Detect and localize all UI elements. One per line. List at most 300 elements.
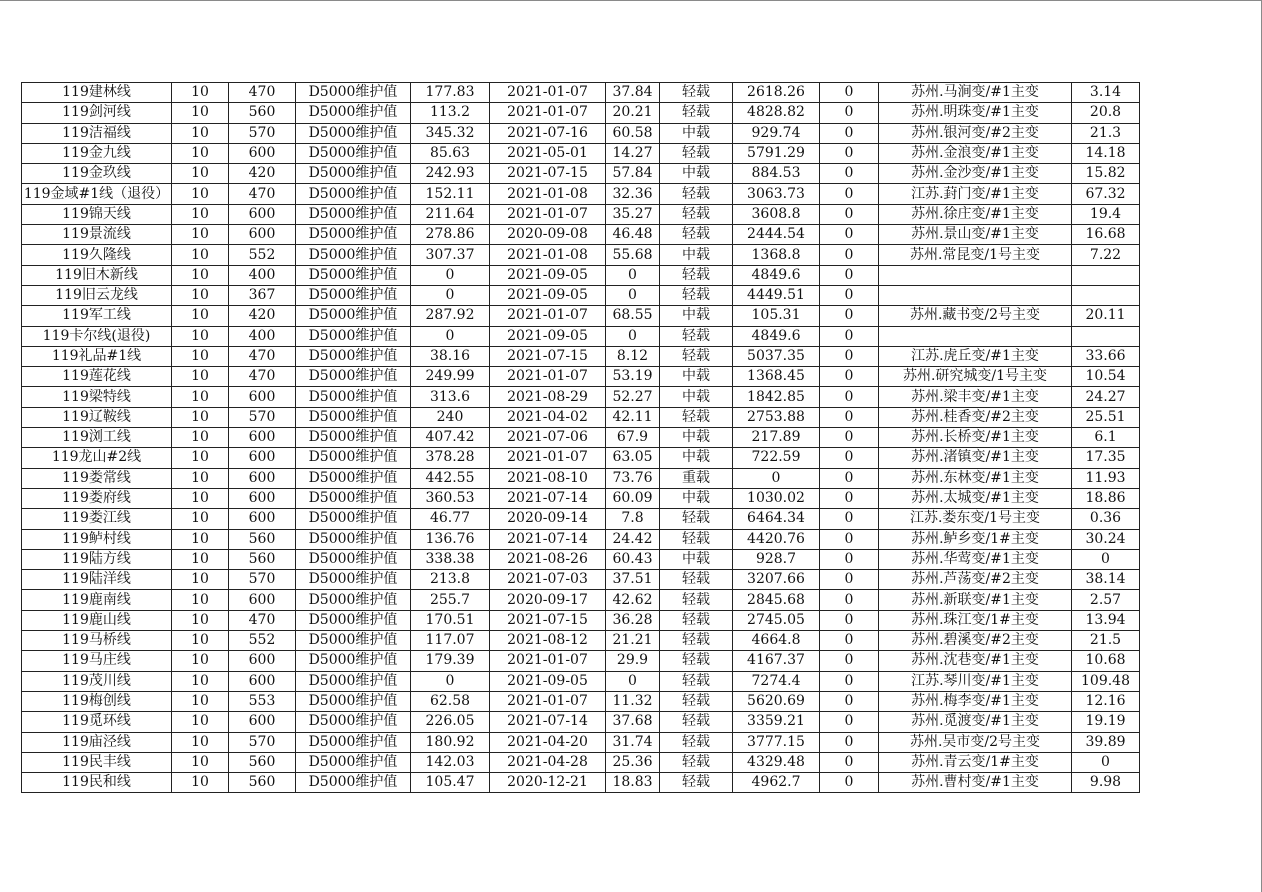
load-rate-cell[interactable]: 67.9 xyxy=(606,428,660,448)
voltage-cell[interactable]: 10 xyxy=(172,326,229,346)
rated-current-cell[interactable]: 570 xyxy=(229,407,296,427)
date-cell[interactable]: 2021-01-08 xyxy=(490,184,606,204)
line-name-cell[interactable]: 119鹿山线 xyxy=(22,610,172,630)
load-rate-cell[interactable]: 35.27 xyxy=(606,204,660,224)
margin-cell[interactable]: 217.89 xyxy=(733,428,820,448)
line-name-cell[interactable]: 119娄府线 xyxy=(22,488,172,508)
transformer-cell[interactable]: 江苏.虎丘变/#1主变 xyxy=(879,346,1072,366)
transformer-cell[interactable]: 苏州.马涧变/#1主变 xyxy=(879,83,1072,103)
voltage-cell[interactable]: 10 xyxy=(172,651,229,671)
load-level-cell[interactable]: 中载 xyxy=(660,164,733,184)
load-rate-cell[interactable]: 11.32 xyxy=(606,691,660,711)
voltage-cell[interactable]: 10 xyxy=(172,468,229,488)
voltage-cell[interactable]: 10 xyxy=(172,773,229,793)
current-value-cell[interactable]: 0 xyxy=(411,326,490,346)
transformer-cell[interactable]: 江苏.琴川变/#1主变 xyxy=(879,671,1072,691)
current-value-cell[interactable]: 180.92 xyxy=(411,732,490,752)
margin-cell[interactable]: 2444.54 xyxy=(733,225,820,245)
zero-cell[interactable]: 0 xyxy=(820,306,879,326)
source-cell[interactable]: D5000维护值 xyxy=(296,367,411,387)
rated-current-cell[interactable]: 600 xyxy=(229,387,296,407)
current-value-cell[interactable]: 211.64 xyxy=(411,204,490,224)
transformer-load-cell[interactable]: 20.11 xyxy=(1072,306,1140,326)
source-cell[interactable]: D5000维护值 xyxy=(296,184,411,204)
transformer-cell[interactable]: 江苏.娄东变/1号主变 xyxy=(879,509,1072,529)
source-cell[interactable]: D5000维护值 xyxy=(296,164,411,184)
voltage-cell[interactable]: 10 xyxy=(172,245,229,265)
current-value-cell[interactable]: 62.58 xyxy=(411,691,490,711)
transformer-load-cell[interactable]: 17.35 xyxy=(1072,448,1140,468)
load-rate-cell[interactable]: 24.42 xyxy=(606,529,660,549)
margin-cell[interactable]: 2618.26 xyxy=(733,83,820,103)
line-name-cell[interactable]: 119娄江线 xyxy=(22,509,172,529)
zero-cell[interactable]: 0 xyxy=(820,83,879,103)
current-value-cell[interactable]: 0 xyxy=(411,671,490,691)
transformer-load-cell[interactable]: 39.89 xyxy=(1072,732,1140,752)
date-cell[interactable]: 2021-09-05 xyxy=(490,326,606,346)
transformer-cell[interactable]: 苏州.研究城变/1号主变 xyxy=(879,367,1072,387)
source-cell[interactable]: D5000维护值 xyxy=(296,651,411,671)
zero-cell[interactable]: 0 xyxy=(820,712,879,732)
zero-cell[interactable]: 0 xyxy=(820,387,879,407)
load-level-cell[interactable]: 中载 xyxy=(660,448,733,468)
date-cell[interactable]: 2020-12-21 xyxy=(490,773,606,793)
voltage-cell[interactable]: 10 xyxy=(172,671,229,691)
transformer-load-cell[interactable] xyxy=(1072,326,1140,346)
source-cell[interactable]: D5000维护值 xyxy=(296,346,411,366)
date-cell[interactable]: 2021-01-07 xyxy=(490,306,606,326)
source-cell[interactable]: D5000维护值 xyxy=(296,773,411,793)
source-cell[interactable]: D5000维护值 xyxy=(296,448,411,468)
load-rate-cell[interactable]: 60.58 xyxy=(606,123,660,143)
transformer-load-cell[interactable]: 67.32 xyxy=(1072,184,1140,204)
margin-cell[interactable]: 4449.51 xyxy=(733,285,820,305)
voltage-cell[interactable]: 10 xyxy=(172,225,229,245)
margin-cell[interactable]: 1842.85 xyxy=(733,387,820,407)
transformer-load-cell[interactable]: 20.8 xyxy=(1072,103,1140,123)
margin-cell[interactable]: 3207.66 xyxy=(733,570,820,590)
rated-current-cell[interactable]: 470 xyxy=(229,367,296,387)
load-level-cell[interactable]: 轻载 xyxy=(660,265,733,285)
current-value-cell[interactable]: 345.32 xyxy=(411,123,490,143)
source-cell[interactable]: D5000维护值 xyxy=(296,245,411,265)
margin-cell[interactable]: 1368.45 xyxy=(733,367,820,387)
margin-cell[interactable]: 3777.15 xyxy=(733,732,820,752)
load-level-cell[interactable]: 轻载 xyxy=(660,773,733,793)
transformer-load-cell[interactable]: 7.22 xyxy=(1072,245,1140,265)
source-cell[interactable]: D5000维护值 xyxy=(296,83,411,103)
load-level-cell[interactable]: 轻载 xyxy=(660,103,733,123)
current-value-cell[interactable]: 142.03 xyxy=(411,752,490,772)
rated-current-cell[interactable]: 367 xyxy=(229,285,296,305)
current-value-cell[interactable]: 170.51 xyxy=(411,610,490,630)
transformer-cell[interactable] xyxy=(879,285,1072,305)
zero-cell[interactable]: 0 xyxy=(820,732,879,752)
transformer-load-cell[interactable]: 0 xyxy=(1072,752,1140,772)
source-cell[interactable]: D5000维护值 xyxy=(296,306,411,326)
load-level-cell[interactable]: 中载 xyxy=(660,387,733,407)
zero-cell[interactable]: 0 xyxy=(820,448,879,468)
margin-cell[interactable]: 0 xyxy=(733,468,820,488)
transformer-load-cell[interactable]: 6.1 xyxy=(1072,428,1140,448)
date-cell[interactable]: 2020-09-17 xyxy=(490,590,606,610)
current-value-cell[interactable]: 226.05 xyxy=(411,712,490,732)
date-cell[interactable]: 2021-09-05 xyxy=(490,265,606,285)
source-cell[interactable]: D5000维护值 xyxy=(296,570,411,590)
load-level-cell[interactable]: 轻载 xyxy=(660,752,733,772)
margin-cell[interactable]: 4664.8 xyxy=(733,631,820,651)
load-level-cell[interactable]: 轻载 xyxy=(660,225,733,245)
current-value-cell[interactable]: 177.83 xyxy=(411,83,490,103)
load-rate-cell[interactable]: 68.55 xyxy=(606,306,660,326)
voltage-cell[interactable]: 10 xyxy=(172,428,229,448)
load-level-cell[interactable]: 轻载 xyxy=(660,691,733,711)
voltage-cell[interactable]: 10 xyxy=(172,387,229,407)
line-name-cell[interactable]: 119卡尔线(退役) xyxy=(22,326,172,346)
line-name-cell[interactable]: 119久隆线 xyxy=(22,245,172,265)
voltage-cell[interactable]: 10 xyxy=(172,407,229,427)
rated-current-cell[interactable]: 600 xyxy=(229,468,296,488)
date-cell[interactable]: 2021-07-14 xyxy=(490,712,606,732)
transformer-cell[interactable] xyxy=(879,326,1072,346)
transformer-cell[interactable]: 苏州.鲈乡变/1#主变 xyxy=(879,529,1072,549)
voltage-cell[interactable]: 10 xyxy=(172,549,229,569)
date-cell[interactable]: 2021-07-15 xyxy=(490,346,606,366)
zero-cell[interactable]: 0 xyxy=(820,590,879,610)
load-rate-cell[interactable]: 31.74 xyxy=(606,732,660,752)
load-level-cell[interactable]: 中载 xyxy=(660,306,733,326)
zero-cell[interactable]: 0 xyxy=(820,468,879,488)
line-name-cell[interactable]: 119梅创线 xyxy=(22,691,172,711)
date-cell[interactable]: 2021-07-15 xyxy=(490,610,606,630)
transformer-load-cell[interactable]: 18.86 xyxy=(1072,488,1140,508)
current-value-cell[interactable]: 213.8 xyxy=(411,570,490,590)
source-cell[interactable]: D5000维护值 xyxy=(296,123,411,143)
line-name-cell[interactable]: 119陆方线 xyxy=(22,549,172,569)
load-level-cell[interactable]: 中载 xyxy=(660,488,733,508)
margin-cell[interactable]: 2745.05 xyxy=(733,610,820,630)
rated-current-cell[interactable]: 570 xyxy=(229,123,296,143)
voltage-cell[interactable]: 10 xyxy=(172,509,229,529)
margin-cell[interactable]: 4849.6 xyxy=(733,326,820,346)
date-cell[interactable]: 2021-07-14 xyxy=(490,488,606,508)
voltage-cell[interactable]: 10 xyxy=(172,204,229,224)
load-level-cell[interactable]: 轻载 xyxy=(660,184,733,204)
line-name-cell[interactable]: 119旧木新线 xyxy=(22,265,172,285)
load-level-cell[interactable]: 中载 xyxy=(660,428,733,448)
margin-cell[interactable]: 4849.6 xyxy=(733,265,820,285)
transformer-load-cell[interactable]: 24.27 xyxy=(1072,387,1140,407)
voltage-cell[interactable]: 10 xyxy=(172,184,229,204)
load-rate-cell[interactable]: 73.76 xyxy=(606,468,660,488)
current-value-cell[interactable]: 313.6 xyxy=(411,387,490,407)
load-level-cell[interactable]: 轻载 xyxy=(660,204,733,224)
transformer-cell[interactable]: 苏州.常昆变/1号主变 xyxy=(879,245,1072,265)
zero-cell[interactable]: 0 xyxy=(820,509,879,529)
load-rate-cell[interactable]: 14.27 xyxy=(606,143,660,163)
load-level-cell[interactable]: 重载 xyxy=(660,468,733,488)
date-cell[interactable]: 2021-01-08 xyxy=(490,245,606,265)
line-name-cell[interactable]: 119军工线 xyxy=(22,306,172,326)
transformer-cell[interactable]: 苏州.金沙变/#1主变 xyxy=(879,164,1072,184)
load-level-cell[interactable]: 中载 xyxy=(660,245,733,265)
transformer-load-cell[interactable]: 13.94 xyxy=(1072,610,1140,630)
transformer-load-cell[interactable]: 3.14 xyxy=(1072,83,1140,103)
current-value-cell[interactable]: 255.7 xyxy=(411,590,490,610)
transformer-load-cell[interactable]: 12.16 xyxy=(1072,691,1140,711)
zero-cell[interactable]: 0 xyxy=(820,752,879,772)
load-rate-cell[interactable]: 29.9 xyxy=(606,651,660,671)
zero-cell[interactable]: 0 xyxy=(820,570,879,590)
transformer-load-cell[interactable]: 9.98 xyxy=(1072,773,1140,793)
transformer-cell[interactable]: 苏州.觅渡变/#1主变 xyxy=(879,712,1072,732)
current-value-cell[interactable]: 240 xyxy=(411,407,490,427)
transformer-cell[interactable]: 苏州.东林变/#1主变 xyxy=(879,468,1072,488)
date-cell[interactable]: 2021-07-15 xyxy=(490,164,606,184)
load-level-cell[interactable]: 轻载 xyxy=(660,83,733,103)
zero-cell[interactable]: 0 xyxy=(820,367,879,387)
date-cell[interactable]: 2021-09-05 xyxy=(490,671,606,691)
load-rate-cell[interactable]: 36.28 xyxy=(606,610,660,630)
zero-cell[interactable]: 0 xyxy=(820,164,879,184)
load-rate-cell[interactable]: 0 xyxy=(606,285,660,305)
load-rate-cell[interactable]: 20.21 xyxy=(606,103,660,123)
load-rate-cell[interactable]: 60.09 xyxy=(606,488,660,508)
transformer-load-cell[interactable]: 10.68 xyxy=(1072,651,1140,671)
zero-cell[interactable]: 0 xyxy=(820,245,879,265)
rated-current-cell[interactable]: 420 xyxy=(229,306,296,326)
rated-current-cell[interactable]: 600 xyxy=(229,143,296,163)
margin-cell[interactable]: 5620.69 xyxy=(733,691,820,711)
current-value-cell[interactable]: 360.53 xyxy=(411,488,490,508)
voltage-cell[interactable]: 10 xyxy=(172,164,229,184)
current-value-cell[interactable]: 105.47 xyxy=(411,773,490,793)
voltage-cell[interactable]: 10 xyxy=(172,488,229,508)
transformer-cell[interactable]: 苏州.太城变/#1主变 xyxy=(879,488,1072,508)
margin-cell[interactable]: 3608.8 xyxy=(733,204,820,224)
current-value-cell[interactable]: 0 xyxy=(411,265,490,285)
line-name-cell[interactable]: 119景流线 xyxy=(22,225,172,245)
line-name-cell[interactable]: 119梁特线 xyxy=(22,387,172,407)
load-level-cell[interactable]: 轻载 xyxy=(660,610,733,630)
voltage-cell[interactable]: 10 xyxy=(172,570,229,590)
voltage-cell[interactable]: 10 xyxy=(172,752,229,772)
current-value-cell[interactable]: 113.2 xyxy=(411,103,490,123)
load-level-cell[interactable]: 轻载 xyxy=(660,590,733,610)
date-cell[interactable]: 2021-07-03 xyxy=(490,570,606,590)
voltage-cell[interactable]: 10 xyxy=(172,529,229,549)
transformer-cell[interactable]: 苏州.桂香变/#2主变 xyxy=(879,407,1072,427)
transformer-cell[interactable]: 苏州.徐庄变/#1主变 xyxy=(879,204,1072,224)
load-level-cell[interactable]: 轻载 xyxy=(660,529,733,549)
line-name-cell[interactable]: 119金域#1线（退役） xyxy=(22,184,172,204)
line-name-cell[interactable]: 119金九线 xyxy=(22,143,172,163)
zero-cell[interactable]: 0 xyxy=(820,691,879,711)
voltage-cell[interactable]: 10 xyxy=(172,265,229,285)
source-cell[interactable]: D5000维护值 xyxy=(296,225,411,245)
source-cell[interactable]: D5000维护值 xyxy=(296,265,411,285)
margin-cell[interactable]: 4420.76 xyxy=(733,529,820,549)
load-rate-cell[interactable]: 60.43 xyxy=(606,549,660,569)
rated-current-cell[interactable]: 470 xyxy=(229,184,296,204)
transformer-load-cell[interactable]: 2.57 xyxy=(1072,590,1140,610)
rated-current-cell[interactable]: 470 xyxy=(229,83,296,103)
voltage-cell[interactable]: 10 xyxy=(172,631,229,651)
margin-cell[interactable]: 3359.21 xyxy=(733,712,820,732)
date-cell[interactable]: 2021-01-07 xyxy=(490,448,606,468)
rated-current-cell[interactable]: 600 xyxy=(229,204,296,224)
zero-cell[interactable]: 0 xyxy=(820,184,879,204)
source-cell[interactable]: D5000维护值 xyxy=(296,590,411,610)
current-value-cell[interactable]: 249.99 xyxy=(411,367,490,387)
line-name-cell[interactable]: 119民丰线 xyxy=(22,752,172,772)
load-rate-cell[interactable]: 37.51 xyxy=(606,570,660,590)
date-cell[interactable]: 2021-04-28 xyxy=(490,752,606,772)
rated-current-cell[interactable]: 600 xyxy=(229,651,296,671)
source-cell[interactable]: D5000维护值 xyxy=(296,691,411,711)
date-cell[interactable]: 2021-08-29 xyxy=(490,387,606,407)
load-rate-cell[interactable]: 21.21 xyxy=(606,631,660,651)
line-name-cell[interactable]: 119马庄线 xyxy=(22,651,172,671)
current-value-cell[interactable]: 338.38 xyxy=(411,549,490,569)
load-rate-cell[interactable]: 55.68 xyxy=(606,245,660,265)
margin-cell[interactable]: 929.74 xyxy=(733,123,820,143)
margin-cell[interactable]: 6464.34 xyxy=(733,509,820,529)
rated-current-cell[interactable]: 470 xyxy=(229,610,296,630)
transformer-load-cell[interactable]: 10.54 xyxy=(1072,367,1140,387)
rated-current-cell[interactable]: 570 xyxy=(229,732,296,752)
zero-cell[interactable]: 0 xyxy=(820,346,879,366)
transformer-cell[interactable]: 苏州.华莺变/#1主变 xyxy=(879,549,1072,569)
zero-cell[interactable]: 0 xyxy=(820,549,879,569)
rated-current-cell[interactable]: 600 xyxy=(229,448,296,468)
load-rate-cell[interactable]: 8.12 xyxy=(606,346,660,366)
load-rate-cell[interactable]: 37.68 xyxy=(606,712,660,732)
rated-current-cell[interactable]: 400 xyxy=(229,326,296,346)
transformer-cell[interactable]: 苏州.沈巷变/#1主变 xyxy=(879,651,1072,671)
load-level-cell[interactable]: 中载 xyxy=(660,367,733,387)
rated-current-cell[interactable]: 553 xyxy=(229,691,296,711)
margin-cell[interactable]: 7274.4 xyxy=(733,671,820,691)
zero-cell[interactable]: 0 xyxy=(820,265,879,285)
transformer-cell[interactable]: 苏州.新联变/#1主变 xyxy=(879,590,1072,610)
source-cell[interactable]: D5000维护值 xyxy=(296,610,411,630)
line-name-cell[interactable]: 119庙泾线 xyxy=(22,732,172,752)
transformer-load-cell[interactable]: 25.51 xyxy=(1072,407,1140,427)
line-name-cell[interactable]: 119龙山#2线 xyxy=(22,448,172,468)
load-rate-cell[interactable]: 42.11 xyxy=(606,407,660,427)
date-cell[interactable]: 2020-09-08 xyxy=(490,225,606,245)
line-name-cell[interactable]: 119民和线 xyxy=(22,773,172,793)
line-name-cell[interactable]: 119陆洋线 xyxy=(22,570,172,590)
line-name-cell[interactable]: 119鹿南线 xyxy=(22,590,172,610)
current-value-cell[interactable]: 85.63 xyxy=(411,143,490,163)
date-cell[interactable]: 2021-05-01 xyxy=(490,143,606,163)
date-cell[interactable]: 2021-08-10 xyxy=(490,468,606,488)
date-cell[interactable]: 2021-01-07 xyxy=(490,204,606,224)
transformer-cell[interactable]: 苏州.梁丰变/#1主变 xyxy=(879,387,1072,407)
margin-cell[interactable]: 4962.7 xyxy=(733,773,820,793)
source-cell[interactable]: D5000维护值 xyxy=(296,407,411,427)
current-value-cell[interactable]: 378.28 xyxy=(411,448,490,468)
line-name-cell[interactable]: 119马桥线 xyxy=(22,631,172,651)
load-rate-cell[interactable]: 37.84 xyxy=(606,83,660,103)
rated-current-cell[interactable]: 560 xyxy=(229,752,296,772)
rated-current-cell[interactable]: 600 xyxy=(229,712,296,732)
transformer-cell[interactable]: 苏州.金浪变/#1主变 xyxy=(879,143,1072,163)
date-cell[interactable]: 2021-01-07 xyxy=(490,367,606,387)
date-cell[interactable]: 2021-08-26 xyxy=(490,549,606,569)
rated-current-cell[interactable]: 570 xyxy=(229,570,296,590)
transformer-cell[interactable]: 苏州.梅李变/#1主变 xyxy=(879,691,1072,711)
margin-cell[interactable]: 1368.8 xyxy=(733,245,820,265)
transformer-load-cell[interactable]: 16.68 xyxy=(1072,225,1140,245)
load-rate-cell[interactable]: 53.19 xyxy=(606,367,660,387)
date-cell[interactable]: 2021-07-06 xyxy=(490,428,606,448)
margin-cell[interactable]: 4167.37 xyxy=(733,651,820,671)
line-name-cell[interactable]: 119鲈村线 xyxy=(22,529,172,549)
voltage-cell[interactable]: 10 xyxy=(172,83,229,103)
line-name-cell[interactable]: 119锦天线 xyxy=(22,204,172,224)
line-name-cell[interactable]: 119旧云龙线 xyxy=(22,285,172,305)
source-cell[interactable]: D5000维护值 xyxy=(296,488,411,508)
source-cell[interactable]: D5000维护值 xyxy=(296,671,411,691)
zero-cell[interactable]: 0 xyxy=(820,529,879,549)
current-value-cell[interactable]: 136.76 xyxy=(411,529,490,549)
margin-cell[interactable]: 928.7 xyxy=(733,549,820,569)
margin-cell[interactable]: 4329.48 xyxy=(733,752,820,772)
load-level-cell[interactable]: 轻载 xyxy=(660,651,733,671)
source-cell[interactable]: D5000维护值 xyxy=(296,326,411,346)
current-value-cell[interactable]: 179.39 xyxy=(411,651,490,671)
rated-current-cell[interactable]: 560 xyxy=(229,103,296,123)
rated-current-cell[interactable]: 552 xyxy=(229,631,296,651)
current-value-cell[interactable]: 287.92 xyxy=(411,306,490,326)
transformer-load-cell[interactable]: 19.19 xyxy=(1072,712,1140,732)
transformer-load-cell[interactable]: 38.14 xyxy=(1072,570,1140,590)
rated-current-cell[interactable]: 600 xyxy=(229,590,296,610)
transformer-load-cell[interactable]: 21.3 xyxy=(1072,123,1140,143)
voltage-cell[interactable]: 10 xyxy=(172,448,229,468)
transformer-load-cell[interactable]: 21.5 xyxy=(1072,631,1140,651)
rated-current-cell[interactable]: 600 xyxy=(229,428,296,448)
transformer-cell[interactable]: 苏州.曹村变/#1主变 xyxy=(879,773,1072,793)
transformer-load-cell[interactable]: 0.36 xyxy=(1072,509,1140,529)
load-rate-cell[interactable]: 0 xyxy=(606,265,660,285)
load-rate-cell[interactable]: 42.62 xyxy=(606,590,660,610)
zero-cell[interactable]: 0 xyxy=(820,225,879,245)
source-cell[interactable]: D5000维护值 xyxy=(296,143,411,163)
transformer-load-cell[interactable]: 30.24 xyxy=(1072,529,1140,549)
load-level-cell[interactable]: 中载 xyxy=(660,549,733,569)
current-value-cell[interactable]: 117.07 xyxy=(411,631,490,651)
transformer-cell[interactable]: 苏州.青云变/1#主变 xyxy=(879,752,1072,772)
zero-cell[interactable]: 0 xyxy=(820,428,879,448)
current-value-cell[interactable]: 0 xyxy=(411,285,490,305)
line-name-cell[interactable]: 119金玖线 xyxy=(22,164,172,184)
voltage-cell[interactable]: 10 xyxy=(172,712,229,732)
source-cell[interactable]: D5000维护值 xyxy=(296,285,411,305)
zero-cell[interactable]: 0 xyxy=(820,488,879,508)
zero-cell[interactable]: 0 xyxy=(820,407,879,427)
current-value-cell[interactable]: 242.93 xyxy=(411,164,490,184)
current-value-cell[interactable]: 307.37 xyxy=(411,245,490,265)
rated-current-cell[interactable]: 470 xyxy=(229,346,296,366)
zero-cell[interactable]: 0 xyxy=(820,204,879,224)
margin-cell[interactable]: 3063.73 xyxy=(733,184,820,204)
load-rate-cell[interactable]: 25.36 xyxy=(606,752,660,772)
date-cell[interactable]: 2020-09-14 xyxy=(490,509,606,529)
